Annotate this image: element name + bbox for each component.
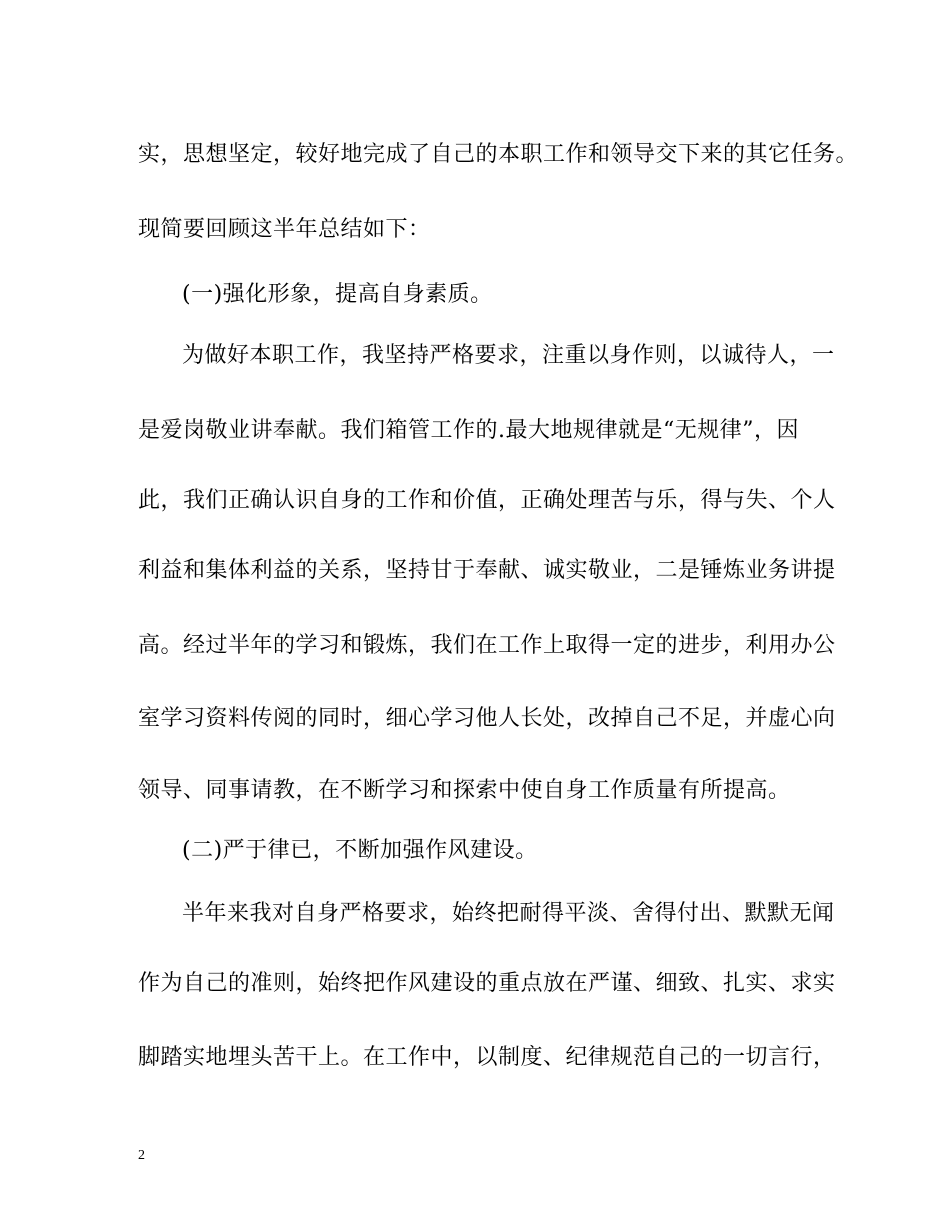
body-line: 高。经过半年的学习和锻炼，我们在工作上取得一定的进步，利用办公 — [138, 633, 836, 658]
body-line: 作为自己的准则，始终把作风建设的重点放在严谨、细致、扎实、求实 — [138, 971, 836, 996]
section-heading: (二)严于律已，不断加强作风建设。 — [182, 838, 538, 863]
body-line: 实，思想坚定，较好地完成了自己的本职工作和领导交下来的其它任务。 — [138, 142, 859, 167]
body-line: 脚踏实地埋头苦干上。在工作中，以制度、纪律规范自己的一切言行， — [138, 1045, 836, 1070]
body-line: 为做好本职工作，我坚持严格要求，注重以身作则，以诚待人，一 — [182, 343, 835, 368]
body-line: 是爱岗敬业讲奉献。我们箱管工作的.最大地规律就是“无规律”，因 — [138, 418, 799, 443]
page-number: 2 — [138, 1148, 145, 1163]
body-line: 室学习资料传阅的同时，细心学习他人长处，改掉自己不足，并虚心向 — [138, 706, 836, 731]
body-line: 半年来我对自身严格要求，始终把耐得平淡、舍得付出、默默无闻 — [182, 901, 835, 926]
body-line: 利益和集体利益的关系，坚持甘于奉献、诚实敬业，二是锤炼业务讲提 — [138, 558, 836, 583]
section-heading: (一)强化形象，提高自身素质。 — [182, 282, 493, 307]
body-line: 此，我们正确认识自身的工作和价值，正确处理苦与乐，得与失、个人 — [138, 488, 836, 513]
body-line: 领导、同事请教，在不断学习和探索中使自身工作质量有所提高。 — [138, 778, 791, 803]
body-line: 现简要回顾这半年总结如下： — [138, 217, 431, 242]
